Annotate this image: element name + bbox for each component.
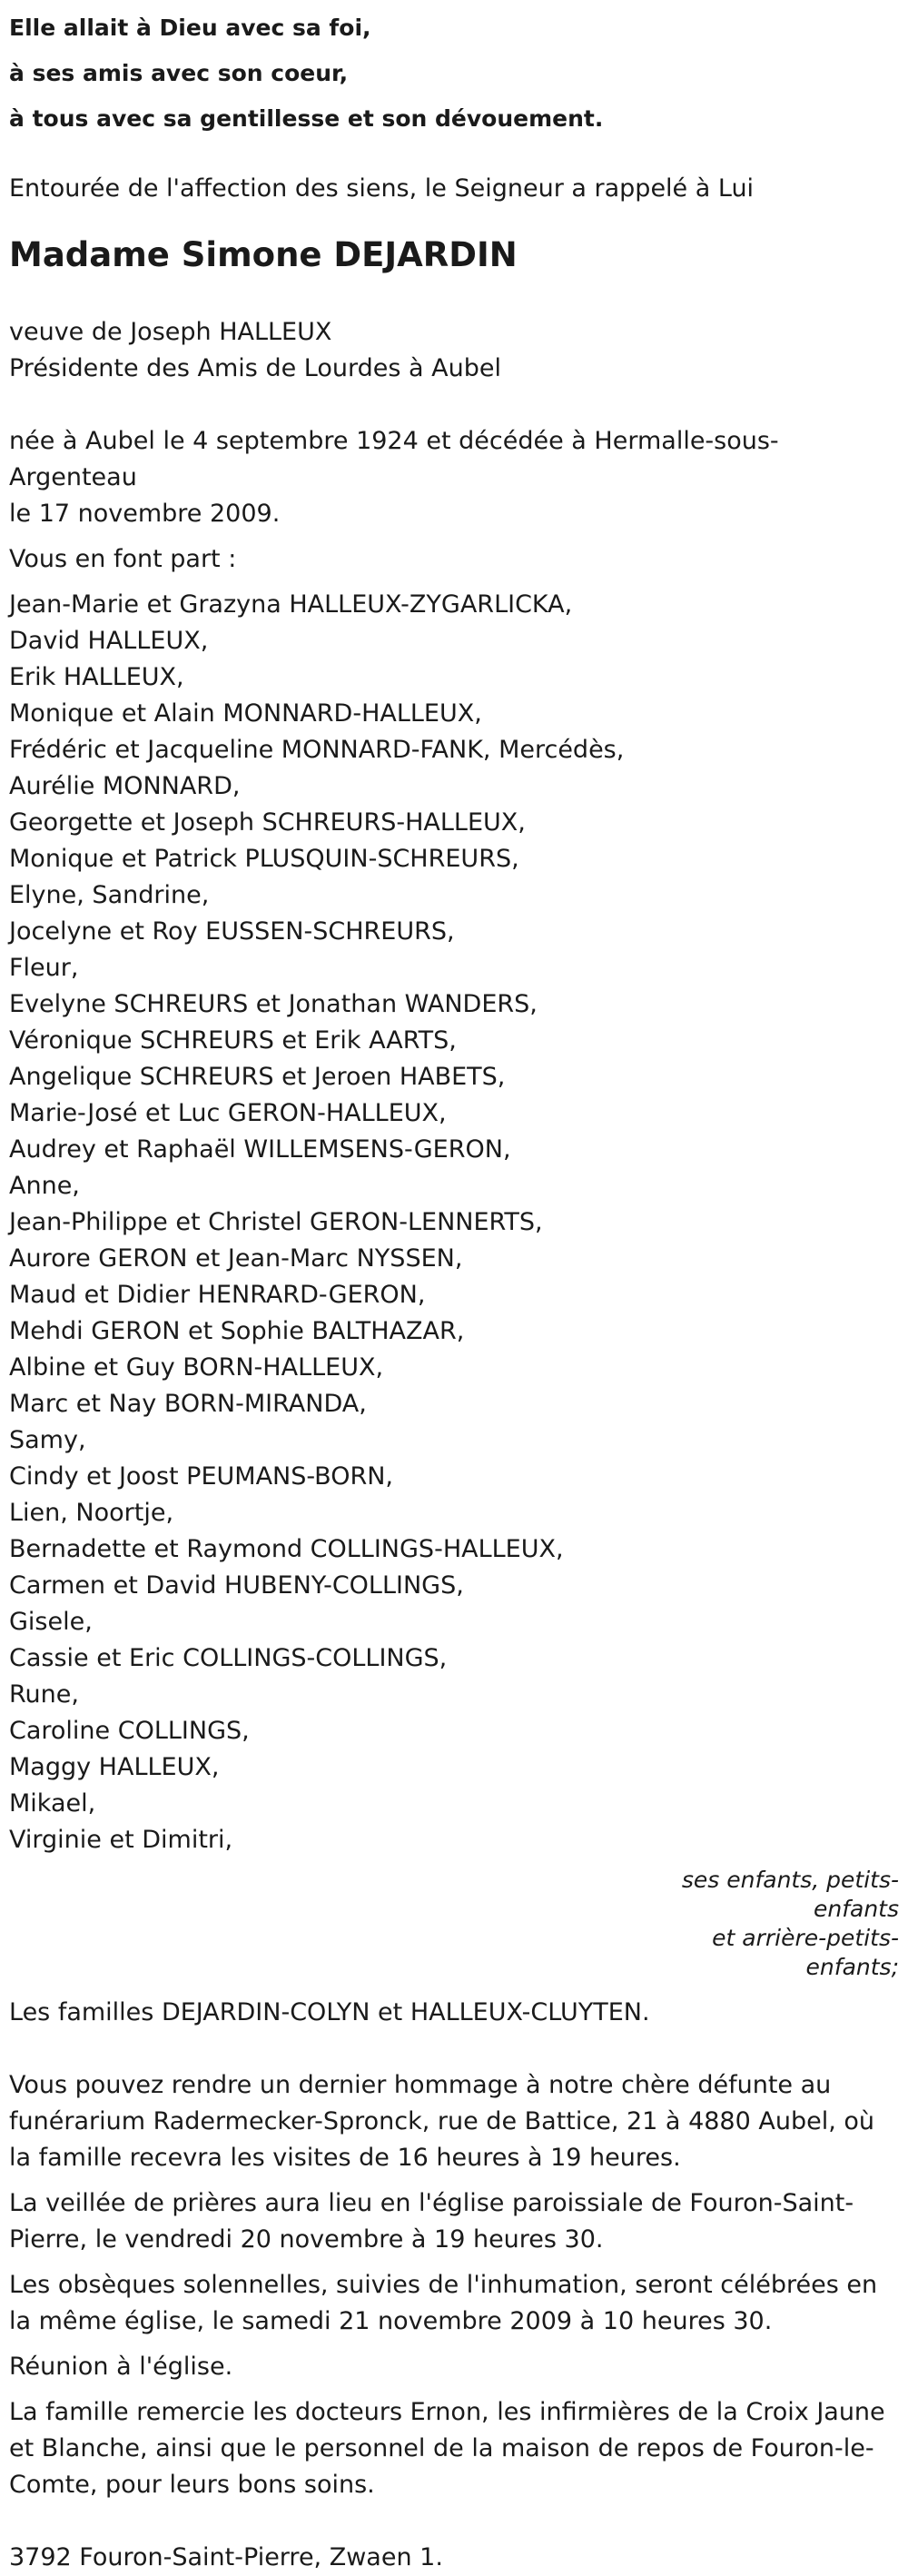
family-member: Angelique SCHREURS et Jeroen HABETS, bbox=[9, 1063, 506, 1091]
title-line: veuve de Joseph HALLEUX bbox=[9, 318, 332, 346]
paragraph-meeting: Réunion à l'église. bbox=[9, 2353, 233, 2381]
family-member: Carmen et David HUBENY-COLLINGS, bbox=[9, 1571, 464, 1600]
family-member: Marie-José et Luc GERON-HALLEUX, bbox=[9, 1099, 447, 1127]
intro-line: à tous avec sa gentillesse et son dévouement. bbox=[9, 105, 604, 132]
announcement-text: Vous en font part : bbox=[9, 545, 237, 573]
family-member: Maggy HALLEUX, bbox=[9, 1753, 220, 1781]
family-member: Bernadette et Raymond COLLINGS-HALLEUX, bbox=[9, 1535, 564, 1563]
family-member: David HALLEUX, bbox=[9, 627, 209, 655]
paragraph-thanks: La famille remercie les docteurs Ernon, les infirmières de la Croix Jaune et Blanche, ainsi que le personnel de la maison de repos de Fouron-le-Comte, pour leurs bons soins. bbox=[9, 2398, 885, 2499]
family-members-list bbox=[9, 587, 899, 1858]
deceased-name: Madame Simone DEJARDIN bbox=[9, 235, 518, 274]
descendants-labels bbox=[9, 1858, 899, 1995]
family-member: Audrey et Raphaël WILLEMSENS-GERON, bbox=[9, 1135, 511, 1164]
family-member: Samy, bbox=[9, 1426, 86, 1454]
family-member: Aurélie MONNARD, bbox=[9, 772, 241, 800]
intro-line: à ses amis avec son coeur, bbox=[9, 60, 349, 86]
obituary-notice bbox=[9, 0, 899, 2576]
descendants-label-children: ses enfants, petits-enfants bbox=[681, 1867, 899, 1922]
title-line: Présidente des Amis de Lourdes à Aubel bbox=[9, 354, 501, 382]
family-member: Anne, bbox=[9, 1172, 80, 1200]
family-member: Mehdi GERON et Sophie BALTHAZAR, bbox=[9, 1317, 465, 1345]
family-member: Lien, Noortje, bbox=[9, 1499, 174, 1527]
paragraph-vigil: La veillée de prières aura lieu en l'église paroissiale de Fouron-Saint-Pierre, le vendredi 20 novembre à 19 heures 30. bbox=[9, 2189, 854, 2254]
related-families: Les familles DEJARDIN-COLYN et HALLEUX-CLUYTEN. bbox=[9, 1998, 650, 2026]
family-address: 3792 Fouron-Saint-Pierre, Zwaen 1. bbox=[9, 2543, 443, 2571]
family-member: Marc et Nay BORN-MIRANDA, bbox=[9, 1390, 367, 1418]
family-member: Jean-Marie et Grazyna HALLEUX-ZYGARLICKA, bbox=[9, 590, 573, 619]
family-member: Aurore GERON et Jean-Marc NYSSEN, bbox=[9, 1244, 463, 1273]
intro-line: Elle allait à Dieu avec sa foi, bbox=[9, 15, 371, 41]
family-member: Maud et Didier HENRARD-GERON, bbox=[9, 1281, 426, 1309]
family-member: Rune, bbox=[9, 1680, 79, 1709]
family-member: Erik HALLEUX, bbox=[9, 663, 184, 691]
birth-death-details bbox=[9, 423, 899, 532]
deceased-titles bbox=[9, 314, 899, 387]
family-member: Albine et Guy BORN-HALLEUX, bbox=[9, 1353, 384, 1382]
family-member: Evelyne SCHREURS et Jonathan WANDERS, bbox=[9, 990, 538, 1018]
paragraph-funeral: Les obsèques solennelles, suivies de l'inhumation, seront célébrées en la même église, le samedi 21 novembre 2009 à 10 heures 30. bbox=[9, 2271, 878, 2335]
descendants-label-great-grandchildren: et arrière-petits-enfants; bbox=[712, 1925, 899, 1980]
family-member: Fleur, bbox=[9, 954, 79, 982]
family-member: Gisele, bbox=[9, 1608, 93, 1636]
family-member: Véronique SCHREURS et Erik AARTS, bbox=[9, 1026, 457, 1055]
family-member: Georgette et Joseph SCHREURS-HALLEUX, bbox=[9, 808, 526, 837]
family-member: Elyne, Sandrine, bbox=[9, 881, 210, 909]
family-member: Jean-Philippe et Christel GERON-LENNERTS, bbox=[9, 1208, 543, 1236]
family-member: Cindy et Joost PEUMANS-BORN, bbox=[9, 1462, 394, 1491]
family-member: Monique et Patrick PLUSQUIN-SCHREURS, bbox=[9, 845, 519, 873]
family-member: Cassie et Eric COLLINGS-COLLINGS, bbox=[9, 1644, 448, 1672]
family-member: Virginie et Dimitri, bbox=[9, 1826, 233, 1854]
birth-death-line: le 17 novembre 2009. bbox=[9, 500, 281, 528]
birth-death-line: née à Aubel le 4 septembre 1924 et décédée à Hermalle-sous-Argenteau bbox=[9, 427, 779, 491]
family-member: Jocelyne et Roy EUSSEN-SCHREURS, bbox=[9, 917, 455, 946]
intro-verse bbox=[9, 0, 899, 142]
family-member: Mikael, bbox=[9, 1789, 96, 1818]
family-member: Monique et Alain MONNARD-HALLEUX, bbox=[9, 699, 482, 728]
family-member: Frédéric et Jacqueline MONNARD-FANK, Mercédès, bbox=[9, 736, 625, 764]
preamble-text: Entourée de l'affection des siens, le Seigneur a rappelé à Lui bbox=[9, 174, 755, 203]
paragraph-visitation: Vous pouvez rendre un dernier hommage à notre chère défunte au funérarium Radermecker-Spronck, rue de Battice, 21 à 4880 Aubel, où la famille recevra les visites de 16 heures à 19 heures. bbox=[9, 2071, 874, 2172]
family-member: Caroline COLLINGS, bbox=[9, 1717, 250, 1745]
